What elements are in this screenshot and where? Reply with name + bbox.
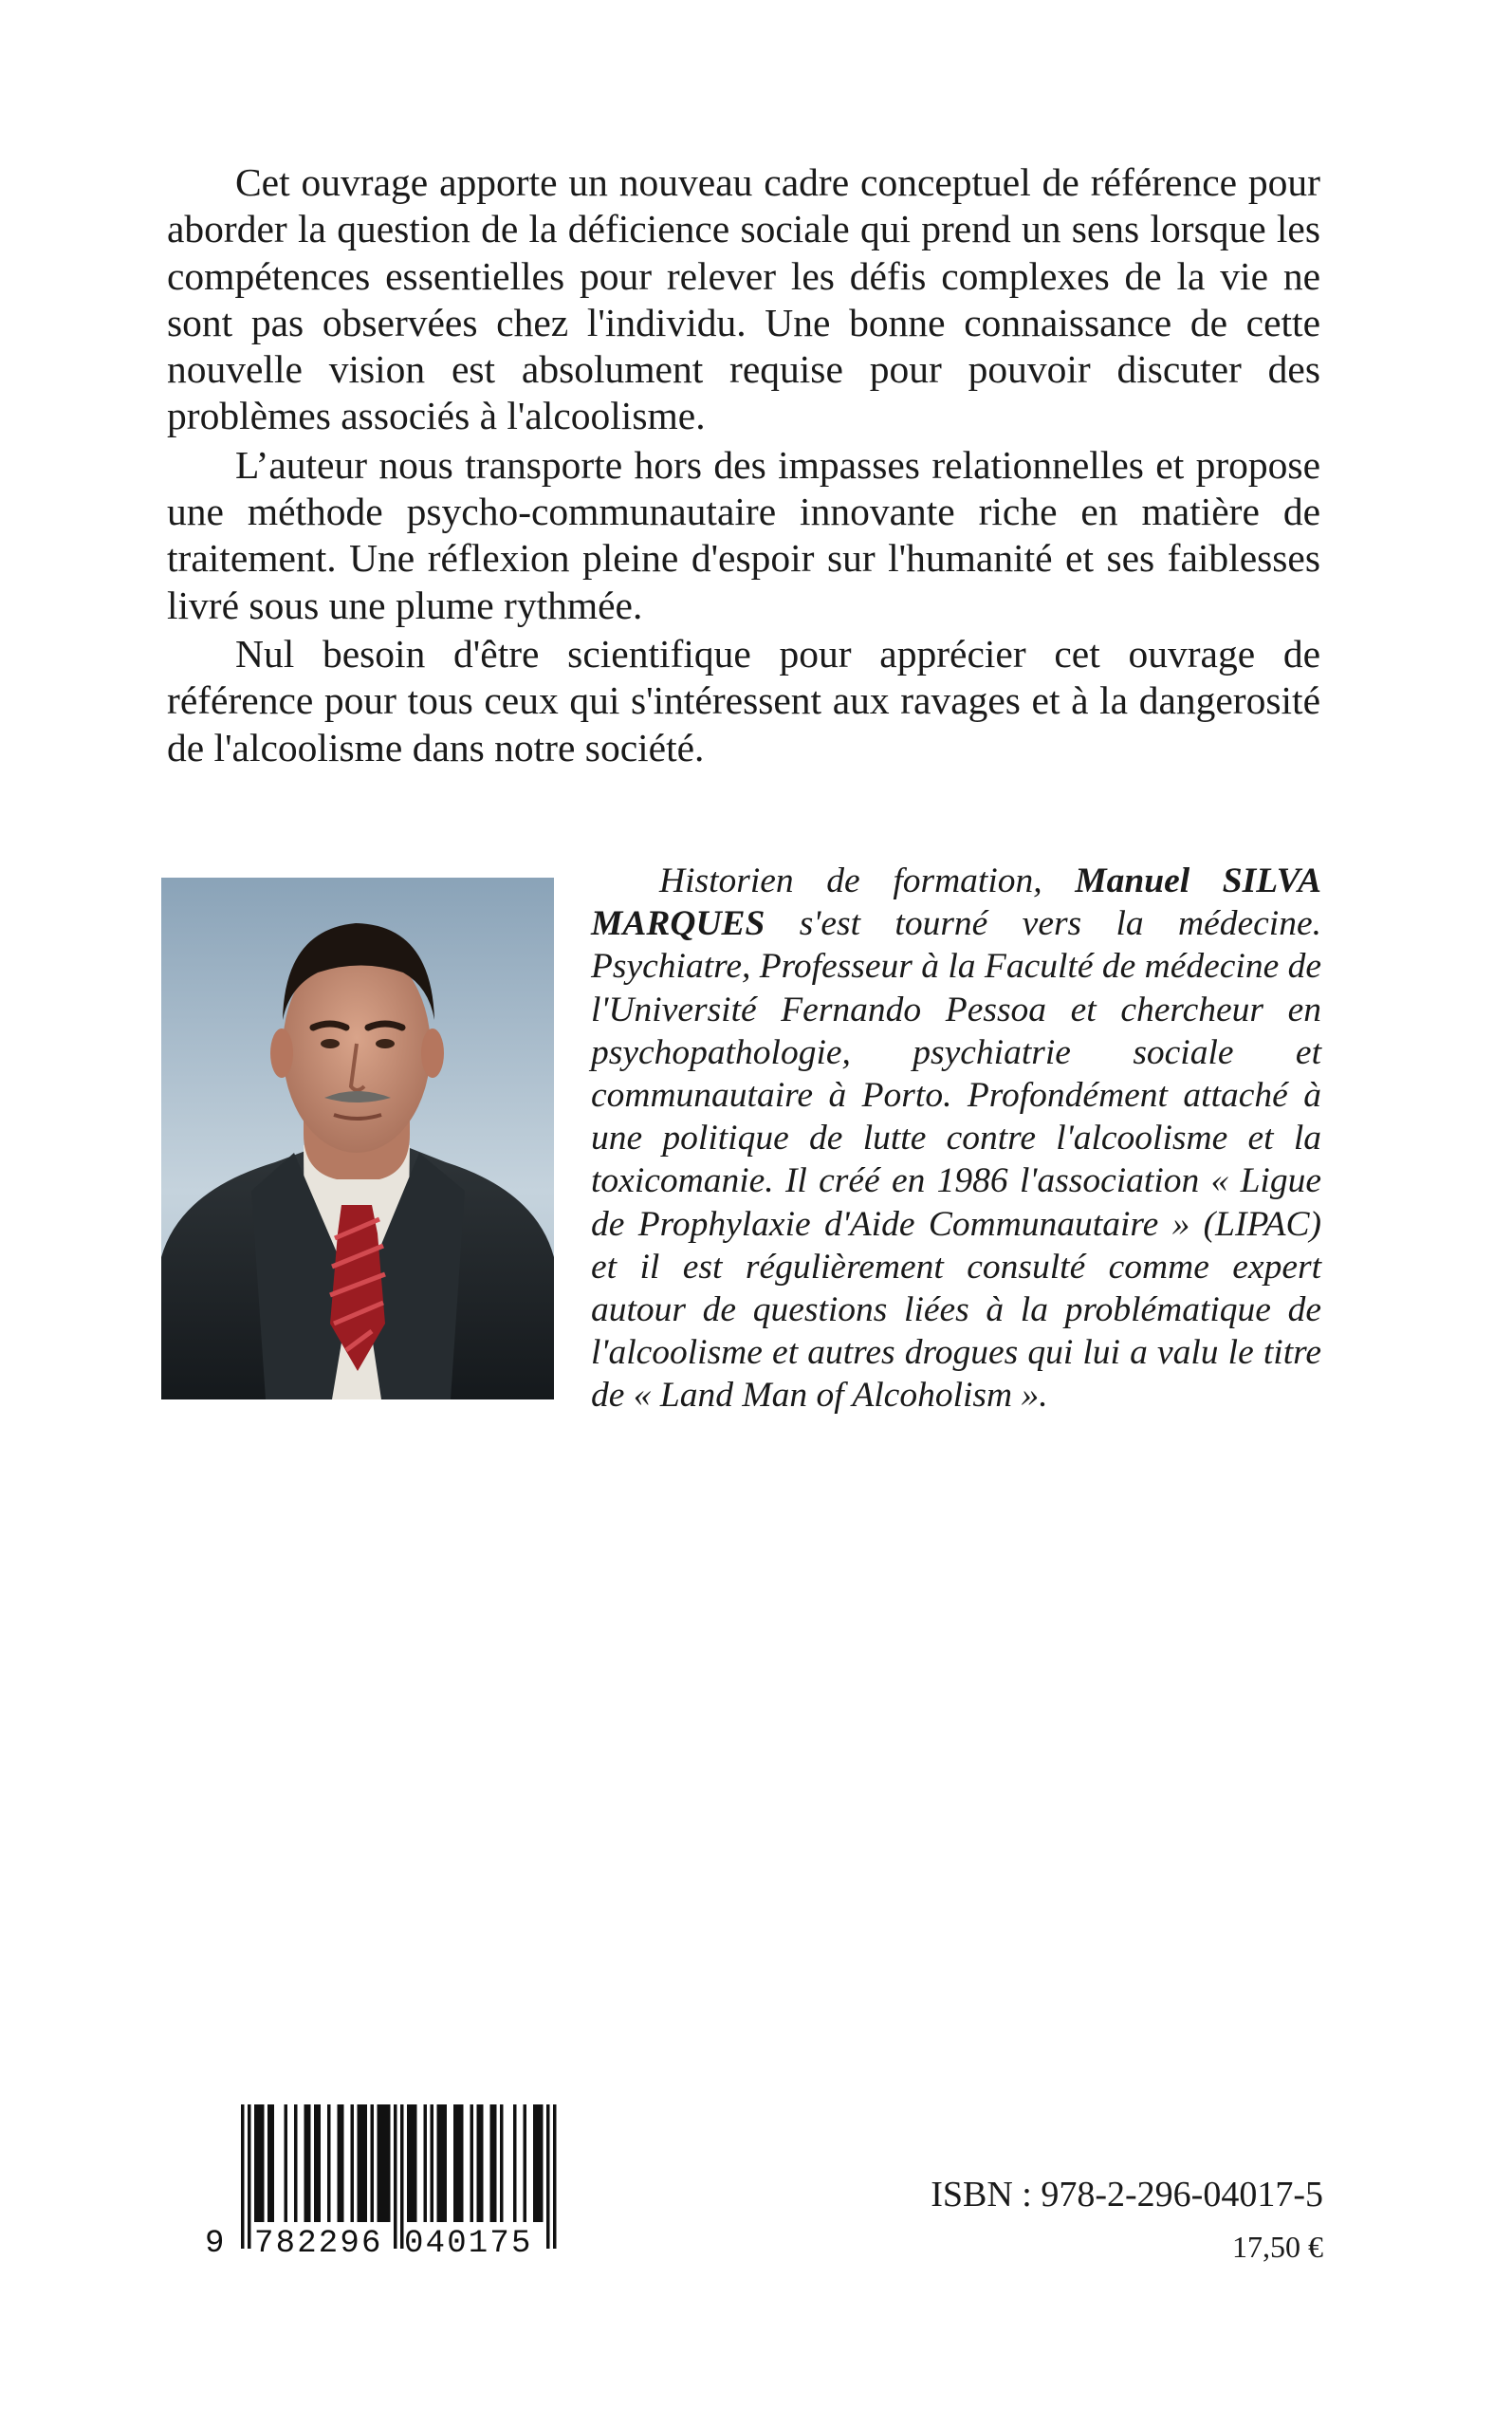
barcode-bar — [470, 2104, 474, 2222]
barcode-right-digits: 040175 — [404, 2226, 533, 2258]
author-bio — [591, 860, 1321, 1418]
barcode-bar — [411, 2104, 415, 2222]
barcode-bar — [341, 2104, 344, 2222]
barcode-bar — [453, 2104, 457, 2222]
barcode-lead-digit: 9 — [205, 2226, 225, 2258]
barcode-bar — [414, 2104, 417, 2222]
barcode-bar — [378, 2104, 381, 2222]
barcode-bar — [294, 2104, 298, 2222]
barcode-bar — [460, 2104, 464, 2222]
barcode-bar — [248, 2104, 251, 2249]
author-bio-intro: Historien de formation, — [659, 862, 1076, 900]
barcode-bar — [513, 2104, 517, 2222]
barcode-bar — [394, 2104, 397, 2249]
barcode-bar — [437, 2104, 441, 2222]
barcode-bar — [318, 2104, 322, 2222]
barcode-graphic — [203, 2104, 582, 2258]
barcode-bar — [267, 2104, 271, 2222]
barcode-bar — [241, 2104, 245, 2249]
barcode-left-digits: 782296 — [254, 2226, 383, 2258]
barcode-bar — [387, 2104, 391, 2222]
barcode-bar — [271, 2104, 275, 2222]
blurb-paragraph: Cet ouvrage apporte un nouveau cadre conceptuel de référence pour aborder la question de la déficience sociale qui prend un sens lorsque les compétences essentielles pour relever les défis complexes de la vie ne sont pas observées chez l'individu. Une bonne connaissance de cette nouvelle vision est absolument requise pour pouvoir discuter des problèmes associés à l'alcoolisme. — [167, 160, 1320, 438]
barcode-bar — [351, 2104, 355, 2222]
barcode-bar — [304, 2104, 308, 2222]
barcode-bar — [285, 2104, 288, 2222]
blurb-paragraph: Nul besoin d'être scientifique pour apprécier cet ouvrage de référence pour tous ceux qui s'intéressent aux ravages et à la dangerosité de l'alcoolisme dans notre société. — [167, 631, 1320, 769]
barcode-bar — [537, 2104, 541, 2222]
barcode-bar — [400, 2104, 404, 2249]
barcode-bar — [358, 2104, 361, 2222]
barcode-bar — [380, 2104, 384, 2222]
barcode-bar — [493, 2104, 497, 2222]
barcode-bar — [546, 2104, 550, 2249]
author-bio-paragraph — [591, 860, 1321, 1418]
barcode-bar — [440, 2104, 444, 2222]
author-photo — [161, 878, 554, 1399]
barcode-bar — [457, 2104, 461, 2222]
barcode-bar — [360, 2104, 364, 2222]
barcode-bar — [384, 2104, 388, 2222]
barcode-bar — [524, 2104, 527, 2222]
barcode-bar — [477, 2104, 481, 2222]
barcode-bar — [490, 2104, 494, 2222]
barcode-bar — [307, 2104, 311, 2222]
barcode-bar — [500, 2104, 504, 2222]
barcode-bar — [261, 2104, 265, 2222]
barcode-bar — [480, 2104, 484, 2222]
barcode-bar — [327, 2104, 331, 2222]
isbn-number: ISBN : 978-2-296-04017-5 — [931, 2175, 1323, 2214]
barcode-bar — [314, 2104, 318, 2222]
barcode-bar — [540, 2104, 544, 2222]
barcode-bar — [553, 2104, 557, 2249]
price: 17,50 € — [1232, 2230, 1323, 2264]
back-cover-blurb — [167, 159, 1320, 773]
barcode-bar — [258, 2104, 262, 2222]
author-name: Manuel SILVA MARQUES — [591, 862, 1321, 944]
barcode-bar — [407, 2104, 411, 2222]
barcode-bar — [371, 2104, 375, 2222]
barcode — [203, 2104, 582, 2258]
barcode-bar — [424, 2104, 428, 2222]
barcode-bar — [431, 2104, 434, 2222]
blurb-paragraph: L’auteur nous transporte hors des impasses relationnelles et propose une méthode psycho-communautaire innovante riche en matière de traitement. Une réflexion pleine d'espoir sur l'humanité et ses faiblesses livré sous une plume rythmée. — [167, 442, 1320, 627]
barcode-bar — [444, 2104, 448, 2222]
barcode-bar — [533, 2104, 537, 2222]
barcode-bar — [338, 2104, 341, 2222]
barcode-bar — [364, 2104, 368, 2222]
barcode-bar — [254, 2104, 258, 2222]
author-bio-text: s'est tourné vers la médecine. Psychiatre, Professeur à la Faculté de médecine de l'Université Fernando Pessoa et chercheur en psychopathologie, psychiatrie sociale et communautaire à Porto. Profondément attaché à une politique de lutte contre l'alcoolisme et la toxicomanie. Il créé en 1986 l'association « Ligue de Prophylaxie d'Aide Communautaire » (LIPAC) et il est régulièrement consulté comme expert autour de questions liées à la problématique de l'alcoolisme et autres drogues qui lui a valu le titre de « Land Man of Alcoholism ». — [591, 904, 1321, 1416]
